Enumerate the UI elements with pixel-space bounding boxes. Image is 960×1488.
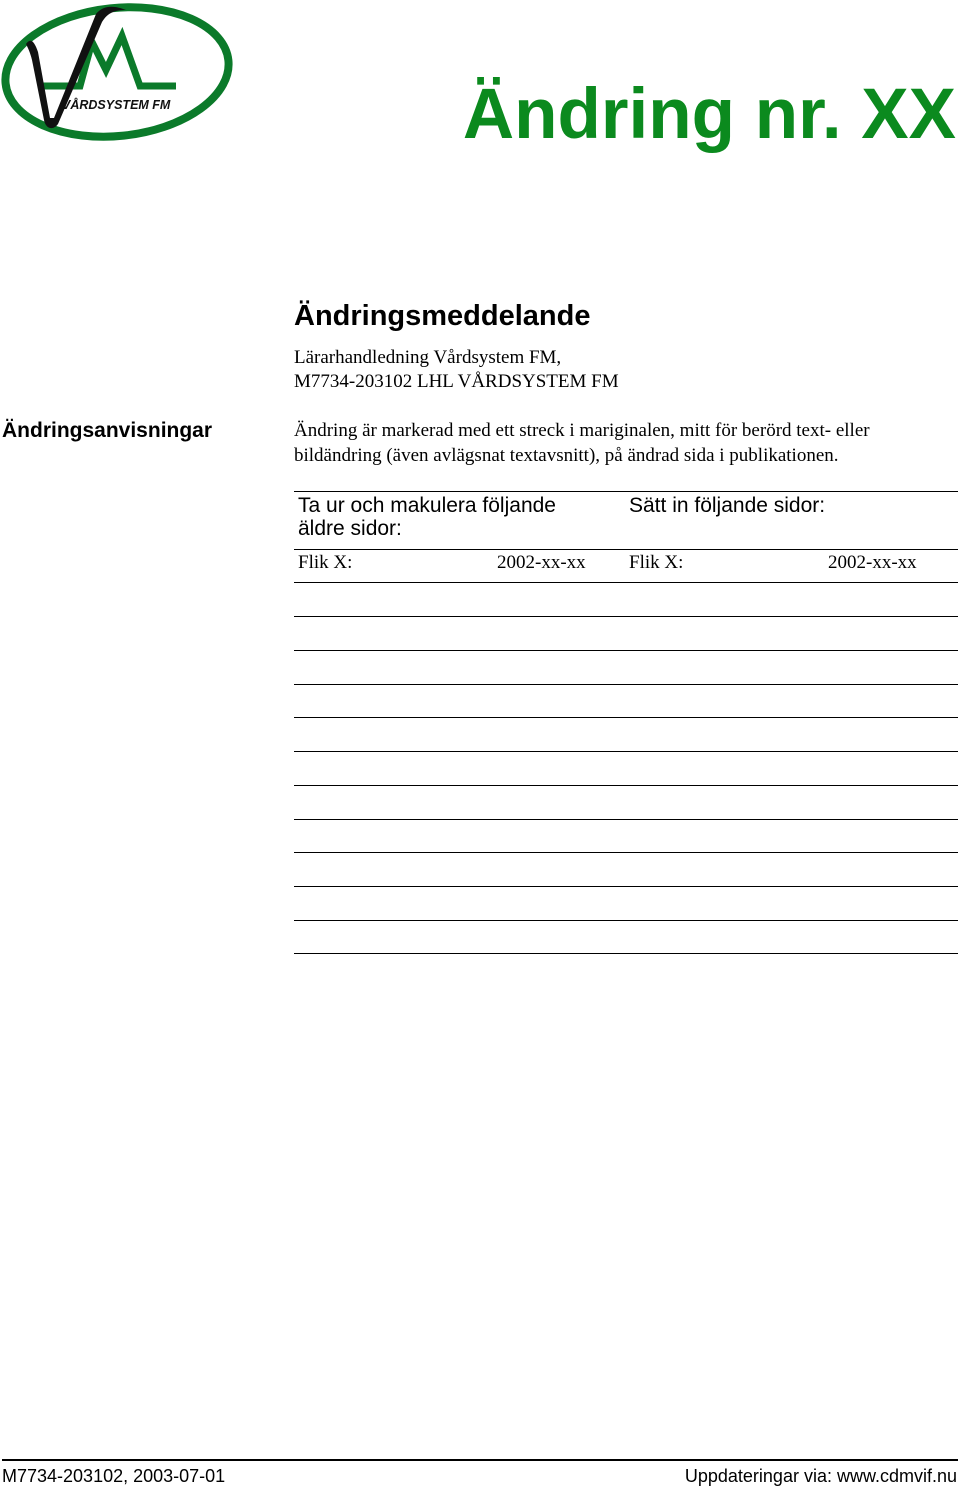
publication-name: Lärarhandledning Vårdsystem FM,: [294, 347, 562, 368]
vfm-logo-icon: [0, 0, 236, 146]
notice-title: Ändringsmeddelande: [294, 300, 591, 332]
table-row-rule: [294, 785, 958, 786]
insert-pages-header: Sätt in följande sidor:: [629, 494, 826, 517]
table-row-rule: [294, 852, 958, 853]
instructions-text-line1: Ändring är markerad med ett streck i mariginalen, mitt för berörd text- eller: [294, 420, 870, 441]
instructions-text-line2: bildändring (även avlägsnat textavsnitt), på ändrad sida i publikationen.: [294, 445, 839, 466]
table-row-rule: [294, 953, 958, 954]
logo-text: VÅRDSYSTEM FM: [62, 98, 171, 112]
remove-tab-cell: Flik X:: [298, 552, 353, 573]
publication-code: M7734-203102 LHL VÅRDSYSTEM FM: [294, 371, 619, 392]
footer-rule: [2, 1459, 958, 1461]
table-row-rule: [294, 920, 958, 921]
table-top-rule: [294, 491, 958, 492]
change-number-title: Ändring nr. XX: [462, 75, 956, 154]
insert-tab-cell: Flik X:: [629, 552, 684, 573]
table-row-rule: [294, 886, 958, 887]
table-row-rule: [294, 582, 958, 583]
footer-document-id: M7734-203102, 2003-07-01: [2, 1466, 226, 1486]
instructions-heading: Ändringsanvisningar: [2, 419, 213, 442]
footer-update-link[interactable]: Uppdateringar via: www.cdmvif.nu: [684, 1466, 957, 1486]
table-row-rule: [294, 684, 958, 685]
insert-date-cell: 2002-xx-xx: [828, 552, 917, 573]
table-row-rule: [294, 650, 958, 651]
table-row-rule: [294, 751, 958, 752]
table-row-rule: [294, 616, 958, 617]
remove-pages-header: Ta ur och makulera följande äldre sidor:: [298, 494, 556, 540]
table-row-rule: [294, 717, 958, 718]
remove-date-cell: 2002-xx-xx: [497, 552, 586, 573]
table-header-rule: [294, 549, 958, 550]
table-row-rule: [294, 819, 958, 820]
